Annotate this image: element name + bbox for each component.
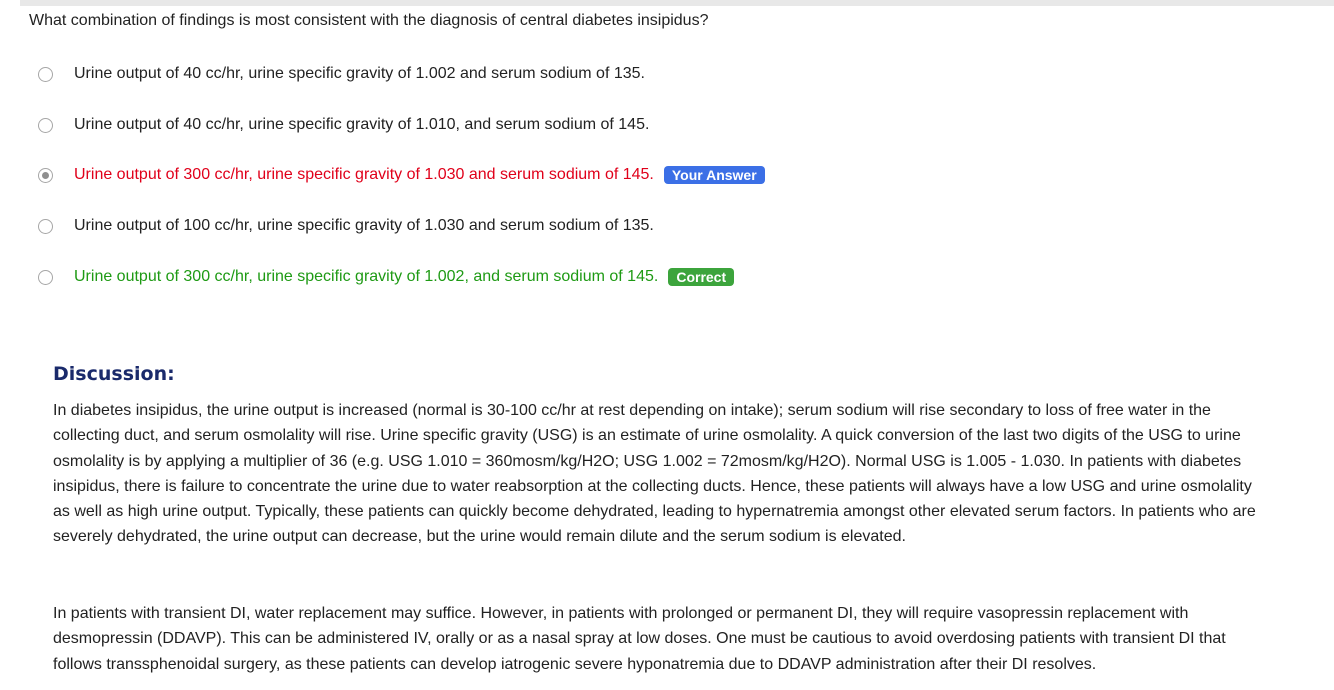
discussion-paragraph-1: In diabetes insipidus, the urine output is increased (normal is 30-100 cc/hr at rest depending on intake); serum sodium will rise secondary to loss of free water in the collecting duct, and serum osmolality will rise. Urine specific gravity (USG) is an estimate of urine osmolality. A quick conversion of the last two digits of the USG to urine osmolality is by applying a multiplier of 36 (e.g. USG 1.010 = 360mosm/kg/H2O; USG 1.002 = 72mosm/kg/H2O). Normal USG is 1.005 - 1.030. In patients with diabetes insipidus, there is failure to concentrate the urine due to water reabsorption at the collecting ducts. Hence, these patients will always have a low USG and urine osmolality as well as high urine output. Typically, these patients can quickly become dehydrated, leading to hypernatremia amongst other elevated serum factors. In patients who are severely dehydrated, the urine output can decrease, but the urine would remain dilute and the serum sodium is elevated. xyxy=(53,402,1256,546)
option-label: Urine output of 40 cc/hr, urine specific gravity of 1.010, and serum sodium of 145. xyxy=(74,116,650,133)
answer-option-1[interactable] xyxy=(38,63,645,85)
answer-option-4[interactable] xyxy=(38,215,654,237)
question-text: What combination of findings is most consistent with the diagnosis of central diabetes insipidus? xyxy=(29,12,709,29)
option-label: Urine output of 40 cc/hr, urine specific gravity of 1.002 and serum sodium of 135. xyxy=(74,65,645,82)
radio-button[interactable] xyxy=(38,118,53,133)
option-label: Urine output of 100 cc/hr, urine specific gravity of 1.030 and serum sodium of 135. xyxy=(74,217,654,234)
your-answer-badge: Your Answer xyxy=(664,166,765,184)
radio-button-selected[interactable] xyxy=(38,168,53,183)
answer-option-3[interactable] xyxy=(38,164,765,186)
radio-button[interactable] xyxy=(38,67,53,82)
option-label: Urine output of 300 cc/hr, urine specific gravity of 1.030 and serum sodium of 145. xyxy=(74,166,654,183)
discussion-paragraph-2: In patients with transient DI, water replacement may suffice. However, in patients with prolonged or permanent DI, they will require vasopressin replacement with desmopressin (DDAVP). This can be administered IV, orally or as a nasal spray at low doses. One must be cautious to avoid overdosing patients with transient DI that follows transsphenoidal surgery, as these patients can develop iatrogenic severe hyponatremia due to DDAVP administration after their DI resolves. xyxy=(53,605,1226,673)
radio-button[interactable] xyxy=(38,219,53,234)
top-divider xyxy=(20,0,1334,6)
radio-button[interactable] xyxy=(38,270,53,285)
answer-option-5[interactable] xyxy=(38,266,734,288)
correct-badge: Correct xyxy=(668,268,734,286)
radio-dot-icon xyxy=(42,172,49,179)
answer-option-2[interactable] xyxy=(38,114,649,136)
discussion-heading: Discussion: xyxy=(53,363,175,385)
option-label: Urine output of 300 cc/hr, urine specific gravity of 1.002, and serum sodium of 145. xyxy=(74,268,659,285)
